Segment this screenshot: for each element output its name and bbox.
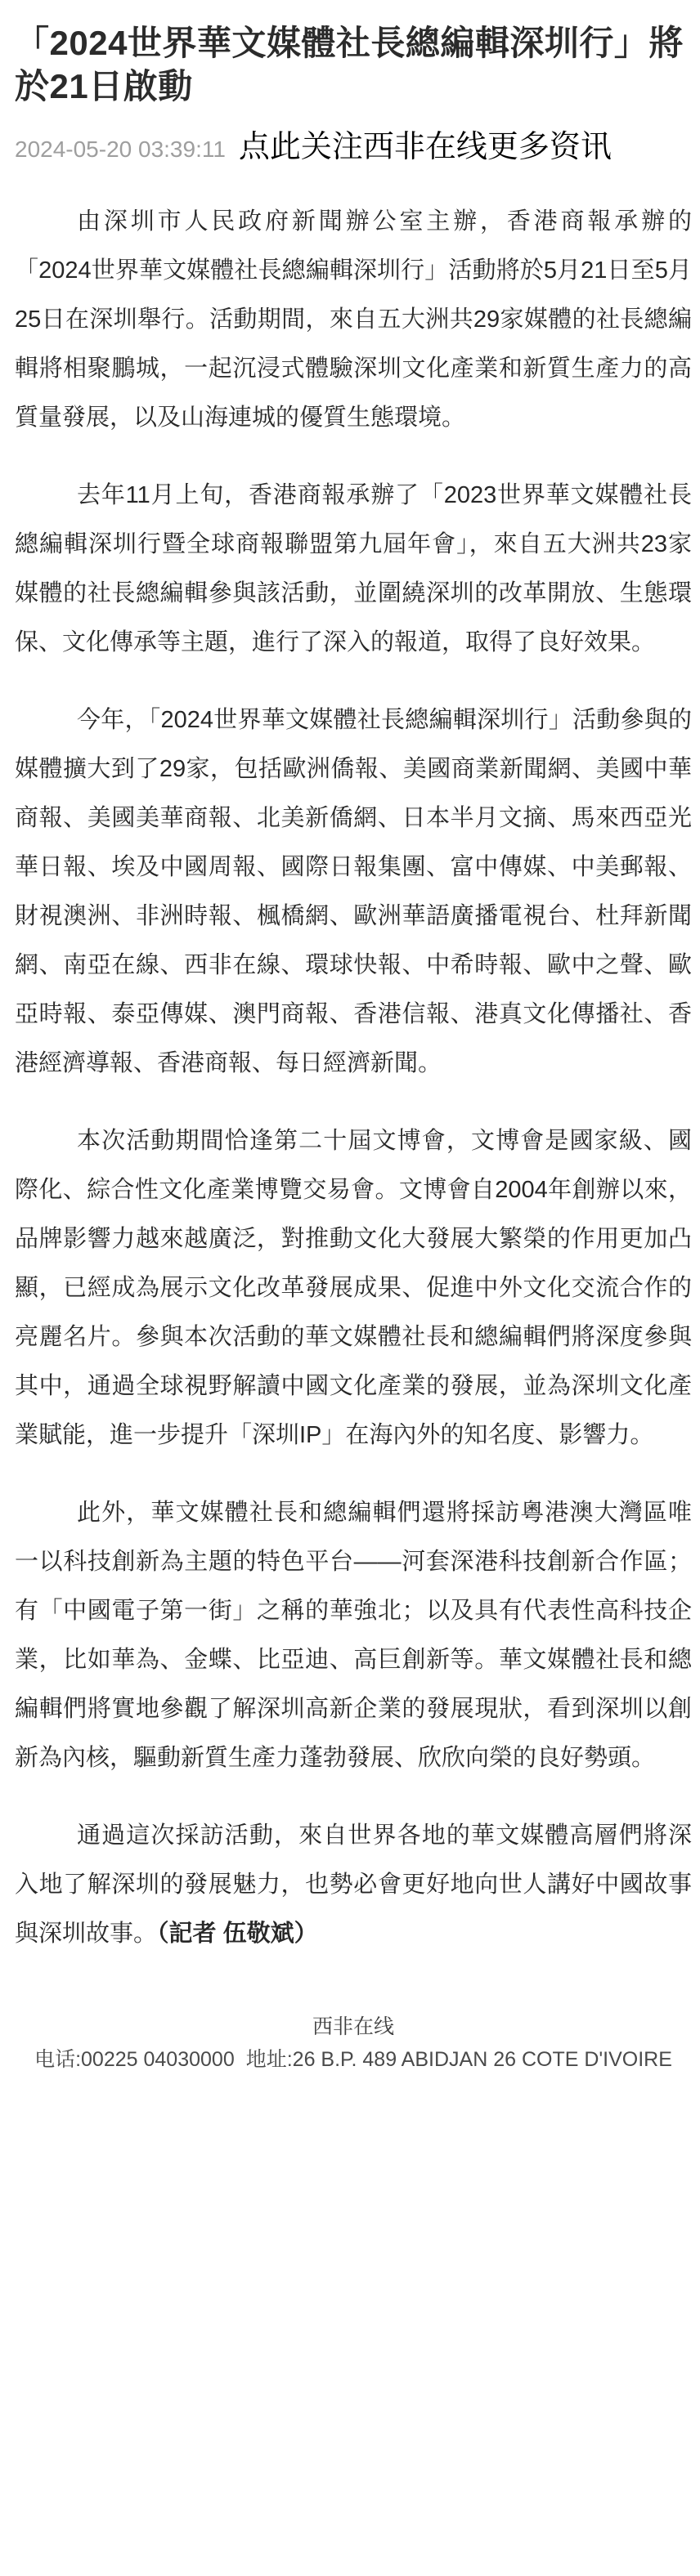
page-title: 「2024世界華文媒體社長總編輯深圳行」將於21日啟動: [15, 24, 684, 105]
paragraph-last-year: 去年11月上旬，香港商報承辦了「2023世界華文媒體社長總編輯深圳行暨全球商報聯盟第九屆年會」，來自五大洲共23家媒體的社長總編輯參與該活動，並圍繞深圳的改革開放、生態環保、文化傳承等主題，進行了深入的報道，取得了良好效果。: [15, 482, 692, 655]
footer-site-name: 西非在线: [312, 2015, 394, 2038]
follow-site-link[interactable]: 点此关注西非在线更多资讯: [238, 130, 612, 164]
reporter-credit: （記者 伍敬斌）: [157, 1921, 318, 1947]
page-footer: [15, 2010, 692, 2076]
paragraph-expo: 本次活動期間恰逢第二十屆文博會，文博會是國家級、國際化、綜合性文化產業博覽交易會。文博會自2004年創辦以來，品牌影響力越來越廣泛，對推動文化大發展大繁榮的作用更加凸顯，已經成為展示文化改革發展成果、促進中外文化交流合作的亮麗名片。參與本次活動的華文媒體社長和總編輯們將深度參與其中，通過全球視野解讀中國文化產業的發展，並為深圳文化產業賦能，進一步提升「深圳IP」在海內外的知名度、影響力。: [15, 1128, 692, 1448]
publish-timestamp: 2024-05-20 03:39:11: [15, 136, 226, 162]
footer-phone: 电话:00225 04030000: [34, 2048, 235, 2071]
article-body: [15, 197, 692, 1958]
footer-contact-info: [26, 2043, 680, 2076]
paragraph-intro: 由深圳市人民政府新聞辦公室主辦，香港商報承辦的「2024世界華文媒體社長總編輯深圳行」活動將於5月21日至5月25日在深圳舉行。活動期間，來自五大洲共29家媒體的社長總編輯將相聚鵬城，一起沉浸式體驗深圳文化產業和新質生產力的高質量發展，以及山海連城的優質生態環境。: [15, 208, 692, 431]
closing-text: 通過這次採訪活動，來自世界各地的華文媒體高層們將深入地了解深圳的發展魅力，也勢必會更好地向世人講好中國故事與深圳故事。: [15, 1822, 692, 1947]
paragraph-media-list: 今年，「2024世界華文媒體社長總編輯深圳行」活動參與的媒體擴大到了29家，包括歐洲僑報、美國商業新聞網、美國中華商報、美國美華商報、北美新僑網、日本半月文摘、馬來西亞光華日報、埃及中國周報、國際日報集團、富中傳媒、中美郵報、財視澳洲、非洲時報、楓橋網、歐洲華語廣播電視台、杜拜新聞網、南亞在線、西非在線、環球快報、中希時報、歐中之聲、歐亞時報、泰亞傳媒、澳門商報、香港信報、港真文化傳播社、香港經濟導報、香港商報、每日經濟新聞。: [15, 707, 692, 1076]
article-meta: [15, 121, 692, 166]
paragraph-tech-visits: 此外，華文媒體社長和總編輯們還將採訪粵港澳大灣區唯一以科技創新為主題的特色平台——河套深港科技創新合作區；有「中國電子第一街」之稱的華強北；以及具有代表性高科技企業，比如華為、金蝶、比亞迪、高巨創新等。華文媒體社長和總編輯們將實地參觀了解深圳高新企業的發展現狀，看到深圳以創新為內核，驅動新質生產力蓬勃發展、欣欣向榮的良好勢頭。: [15, 1500, 692, 1771]
paragraph-closing: [15, 1811, 692, 1958]
footer-address: 地址:26 B.P. 489 ABIDJAN 26 COTE D'IVOIRE: [245, 2048, 672, 2071]
